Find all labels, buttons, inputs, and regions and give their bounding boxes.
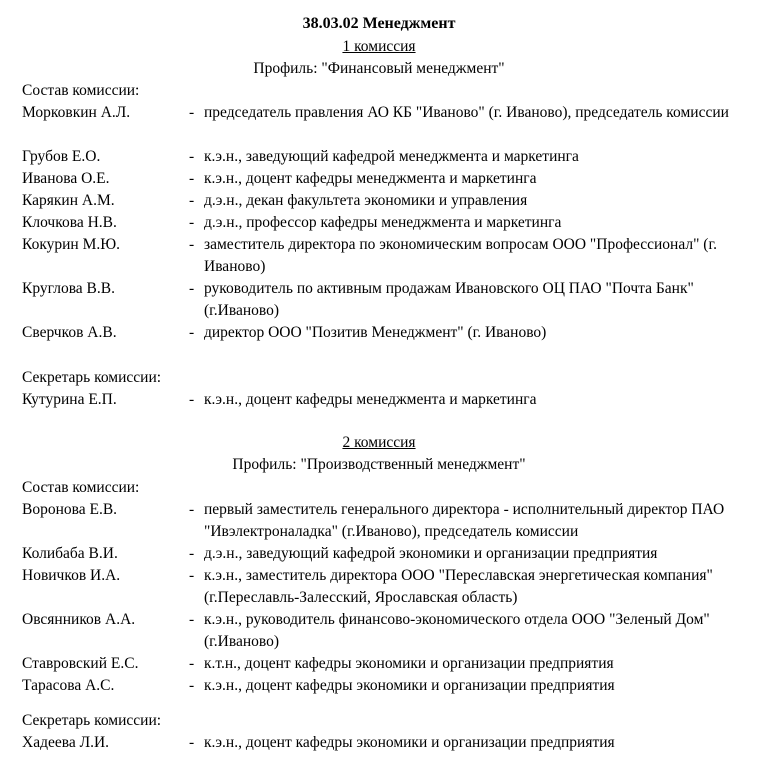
secretary-dash: - (189, 734, 195, 751)
member-role: к.э.н., заместитель директора ООО "Переславская энергетическая компания" (г.Переславль-Залесский, Ярославская область) (204, 567, 713, 606)
secretary-name: Хадеева Л.И. (22, 734, 110, 751)
member-name: Клочкова Н.В. (22, 214, 117, 231)
member-name: Сверчков А.В. (22, 324, 117, 341)
commission-1-profile: Профиль: "Финансовый менеджмент" (253, 60, 505, 77)
member-role: директор ООО "Позитив Менеджмент" (г. Иваново) (204, 324, 547, 341)
page-title: 38.03.02 Менеджмент (302, 15, 456, 32)
member-name: Тарасова А.С. (22, 677, 115, 694)
member-role: д.э.н., заведующий кафедрой экономики и организации предприятия (204, 545, 658, 562)
secretary-role: к.э.н., доцент кафедры экономики и организации предприятия (204, 734, 615, 751)
member-dash: - (189, 170, 195, 187)
member-dash: - (189, 236, 195, 253)
member-name: Воронова Е.В. (22, 501, 118, 518)
member-dash: - (189, 192, 195, 209)
commission-2-members-label: Состав комиссии: (22, 479, 140, 496)
member-dash: - (189, 611, 195, 628)
member-dash: - (189, 214, 195, 231)
member-dash: - (189, 501, 195, 518)
member-name: Овсянников А.А. (22, 611, 136, 628)
member-role: заместитель директора по экономическим вопросам ООО "Профессионал" (г. Иваново) (204, 236, 717, 275)
member-role: к.э.н., доцент кафедры экономики и организации предприятия (204, 677, 615, 694)
member-dash: - (189, 677, 195, 694)
member-dash: - (189, 545, 195, 562)
member-role: председатель правления АО КБ "Иваново" (г. Иваново), председатель комиссии (204, 104, 729, 121)
member-name: Иванова О.Е. (22, 170, 110, 187)
commission-2-secretary-label: Секретарь комиссии: (22, 712, 162, 729)
secretary-role: к.э.н., доцент кафедры менеджмента и маркетинга (204, 391, 537, 408)
member-name: Грубов Е.О. (22, 148, 101, 165)
member-role: к.э.н., руководитель финансово-экономического отдела ООО "Зеленый Дом" (г.Иваново) (204, 611, 710, 650)
member-name: Круглова В.В. (22, 280, 115, 297)
secretary-dash: - (189, 391, 195, 408)
commission-2-profile: Профиль: "Производственный менеджмент" (232, 456, 526, 473)
member-role: к.э.н., доцент кафедры менеджмента и маркетинга (204, 170, 537, 187)
secretary-name: Кутурина Е.П. (22, 391, 117, 408)
member-dash: - (189, 148, 195, 165)
member-name: Морковкин А.Л. (22, 104, 131, 121)
member-role: д.э.н., декан факультета экономики и управления (204, 192, 528, 209)
member-role: первый заместитель генерального директора - исполнительный директор ПАО "Ивэлектроналадка" (г.Иваново), председатель комиссии (204, 501, 725, 540)
commission-1-members-label: Состав комиссии: (22, 82, 140, 99)
member-dash: - (189, 280, 195, 297)
member-dash: - (189, 104, 195, 121)
member-name: Ставровский Е.С. (22, 655, 139, 672)
member-name: Колибаба В.И. (22, 545, 118, 562)
commission-2-heading (0, 432, 758, 454)
member-dash: - (189, 655, 195, 672)
member-role: к.т.н., доцент кафедры экономики и организации предприятия (204, 655, 614, 672)
member-name: Карякин А.М. (22, 192, 115, 209)
member-role: руководитель по активным продажам Ивановского ОЦ ПАО "Почта Банк" (г.Иваново) (204, 280, 694, 319)
member-name: Кокурин М.Ю. (22, 236, 121, 253)
member-role: д.э.н., профессор кафедры менеджмента и маркетинга (204, 214, 562, 231)
member-name: Новичков И.А. (22, 567, 121, 584)
commission-1-heading (0, 36, 758, 58)
member-dash: - (189, 567, 195, 584)
commission-1-title: 1 комиссия (342, 38, 416, 55)
commission-2-title: 2 комиссия (342, 434, 416, 451)
member-dash: - (189, 324, 195, 341)
commission-1-secretary-label: Секретарь комиссии: (22, 369, 162, 386)
member-role: к.э.н., заведующий кафедрой менеджмента и маркетинга (204, 148, 579, 165)
